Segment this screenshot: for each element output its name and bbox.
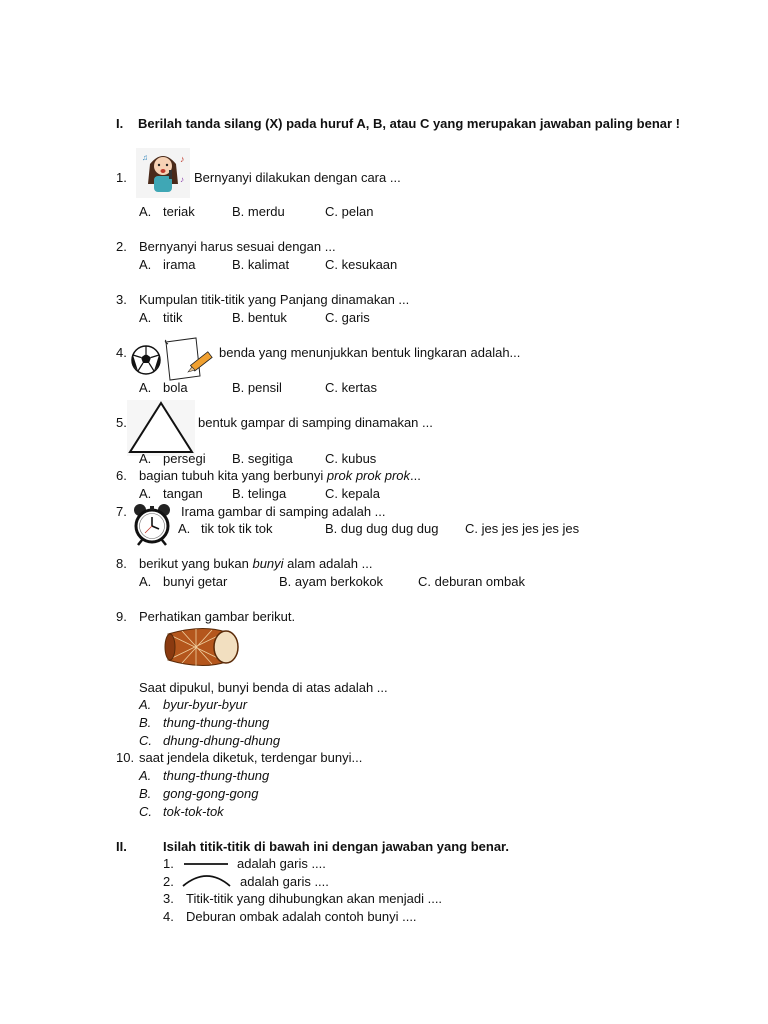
s2-item-1-number: 1.: [163, 856, 174, 871]
singing-girl-icon: [136, 148, 190, 198]
svg-text:♫: ♫: [142, 153, 148, 162]
q3-option-a-letter: A.: [139, 310, 152, 325]
s2-item-4-text: Deburan ombak adalah contoh bunyi ....: [186, 909, 417, 924]
s2-item-1-text: adalah garis ....: [237, 856, 326, 871]
paper-and-pencil-icon: [162, 336, 214, 382]
q2-option-a-letter: A.: [139, 257, 152, 272]
q9-option-b-letter: B.: [139, 715, 152, 730]
straight-line-icon: [184, 856, 230, 872]
soccer-ball-icon: [130, 344, 162, 376]
q7-text: Irama gambar di samping adalah ...: [181, 504, 386, 519]
q5-number: 5.: [116, 415, 127, 430]
q5-option-a-letter: A.: [139, 451, 152, 466]
q4-option-c: C. kertas: [325, 380, 378, 395]
alarm-clock-icon: [130, 502, 174, 546]
q2-text: Bernyanyi harus sesuai dengan ...: [139, 239, 336, 254]
section-2-number: II.: [116, 839, 127, 854]
q10-option-a-letter: A.: [139, 768, 152, 783]
q10-option-a: thung-thung-thung: [163, 768, 270, 783]
q6-option-c: C. kepala: [325, 486, 380, 501]
q2-option-c: C. kesukaan: [325, 257, 398, 272]
q6-option-a: tangan: [163, 486, 203, 501]
q6-option-b: B. telinga: [232, 486, 287, 501]
s2-item-3-number: 3.: [163, 891, 174, 906]
svg-text:♪: ♪: [180, 154, 185, 164]
s2-item-2-text: adalah garis ....: [240, 874, 329, 889]
q1-number: 1.: [116, 170, 127, 185]
q8-option-a: bunyi getar: [163, 574, 228, 589]
q7-option-b: B. dug dug dug dug: [325, 521, 439, 536]
q1-option-c: C. pelan: [325, 204, 374, 219]
curved-line-icon: [182, 872, 232, 888]
q9-option-c-letter: C.: [139, 733, 152, 748]
q9-option-a: byur-byur-byur: [163, 697, 248, 712]
svg-text:♪: ♪: [180, 175, 184, 184]
q1-text: Bernyanyi dilakukan dengan cara ...: [194, 170, 401, 185]
q4-number: 4.: [116, 345, 127, 360]
q3-option-b: B. bentuk: [232, 310, 287, 325]
q10-option-b-letter: B.: [139, 786, 152, 801]
q6-option-a-letter: A.: [139, 486, 152, 501]
q4-option-b: B. pensil: [232, 380, 282, 395]
q10-option-c-letter: C.: [139, 804, 152, 819]
q9-number: 9.: [116, 609, 127, 624]
q6-text: bagian tubuh kita yang berbunyi prok prok prok...: [139, 468, 421, 483]
q4-option-a-letter: A.: [139, 380, 152, 395]
q8-text: berikut yang bukan bunyi alam adalah ...: [139, 556, 373, 571]
q1-option-b: B. merdu: [232, 204, 285, 219]
q3-text: Kumpulan titik-titik yang Panjang dinamakan ...: [139, 292, 410, 307]
q3-option-c: C. garis: [325, 310, 370, 325]
q10-text: saat jendela diketuk, terdengar bunyi...: [139, 750, 363, 765]
s2-item-2-number: 2.: [163, 874, 174, 889]
q3-number: 3.: [116, 292, 127, 307]
q4-option-a: bola: [163, 380, 188, 395]
q5-option-c: C. kubus: [325, 451, 377, 466]
q4-text: benda yang menunjukkan bentuk lingkaran adalah...: [219, 345, 521, 360]
q5-option-b: B. segitiga: [232, 451, 293, 466]
q2-option-b: B. kalimat: [232, 257, 290, 272]
q8-option-b: B. ayam berkokok: [279, 574, 384, 589]
q7-option-a-letter: A.: [178, 521, 191, 536]
section-2-title: Isilah titik-titik di bawah ini dengan jawaban yang benar.: [163, 839, 510, 854]
section-1-title: Berilah tanda silang (X) pada huruf A, B, atau C yang merupakan jawaban paling benar !: [138, 116, 681, 131]
s2-item-4-number: 4.: [163, 909, 174, 924]
s2-item-3-text: Titik-titik yang dihubungkan akan menjadi ....: [186, 891, 443, 906]
q9-text: Perhatikan gambar berikut.: [139, 609, 296, 624]
q9-option-c: dhung-dhung-dhung: [163, 733, 281, 748]
q8-option-a-letter: A.: [139, 574, 152, 589]
q10-option-c: tok-tok-tok: [163, 804, 224, 819]
q2-option-a: irama: [163, 257, 196, 272]
q1-option-a: teriak: [163, 204, 195, 219]
q10-number: 10.: [116, 750, 135, 765]
q9-option-a-letter: A.: [139, 697, 152, 712]
drum-icon: [162, 626, 240, 668]
q5-text: bentuk gampar di samping dinamakan ...: [198, 415, 433, 430]
q8-option-c: C. deburan ombak: [418, 574, 525, 589]
triangle-icon: [127, 400, 195, 456]
q9-option-b: thung-thung-thung: [163, 715, 270, 730]
q7-option-a: tik tok tik tok: [201, 521, 273, 536]
q2-number: 2.: [116, 239, 127, 254]
q9-prompt: Saat dipukul, bunyi benda di atas adalah ...: [139, 680, 388, 695]
q5-option-a: persegi: [163, 451, 206, 466]
q3-option-a: titik: [163, 310, 183, 325]
q8-number: 8.: [116, 556, 127, 571]
q10-option-b: gong-gong-gong: [163, 786, 259, 801]
q7-option-c: C. jes jes jes jes jes: [465, 521, 580, 536]
q6-number: 6.: [116, 468, 127, 483]
section-1-number: I.: [116, 116, 124, 131]
q7-number: 7.: [116, 504, 127, 519]
q1-option-a-letter: A.: [139, 204, 152, 219]
